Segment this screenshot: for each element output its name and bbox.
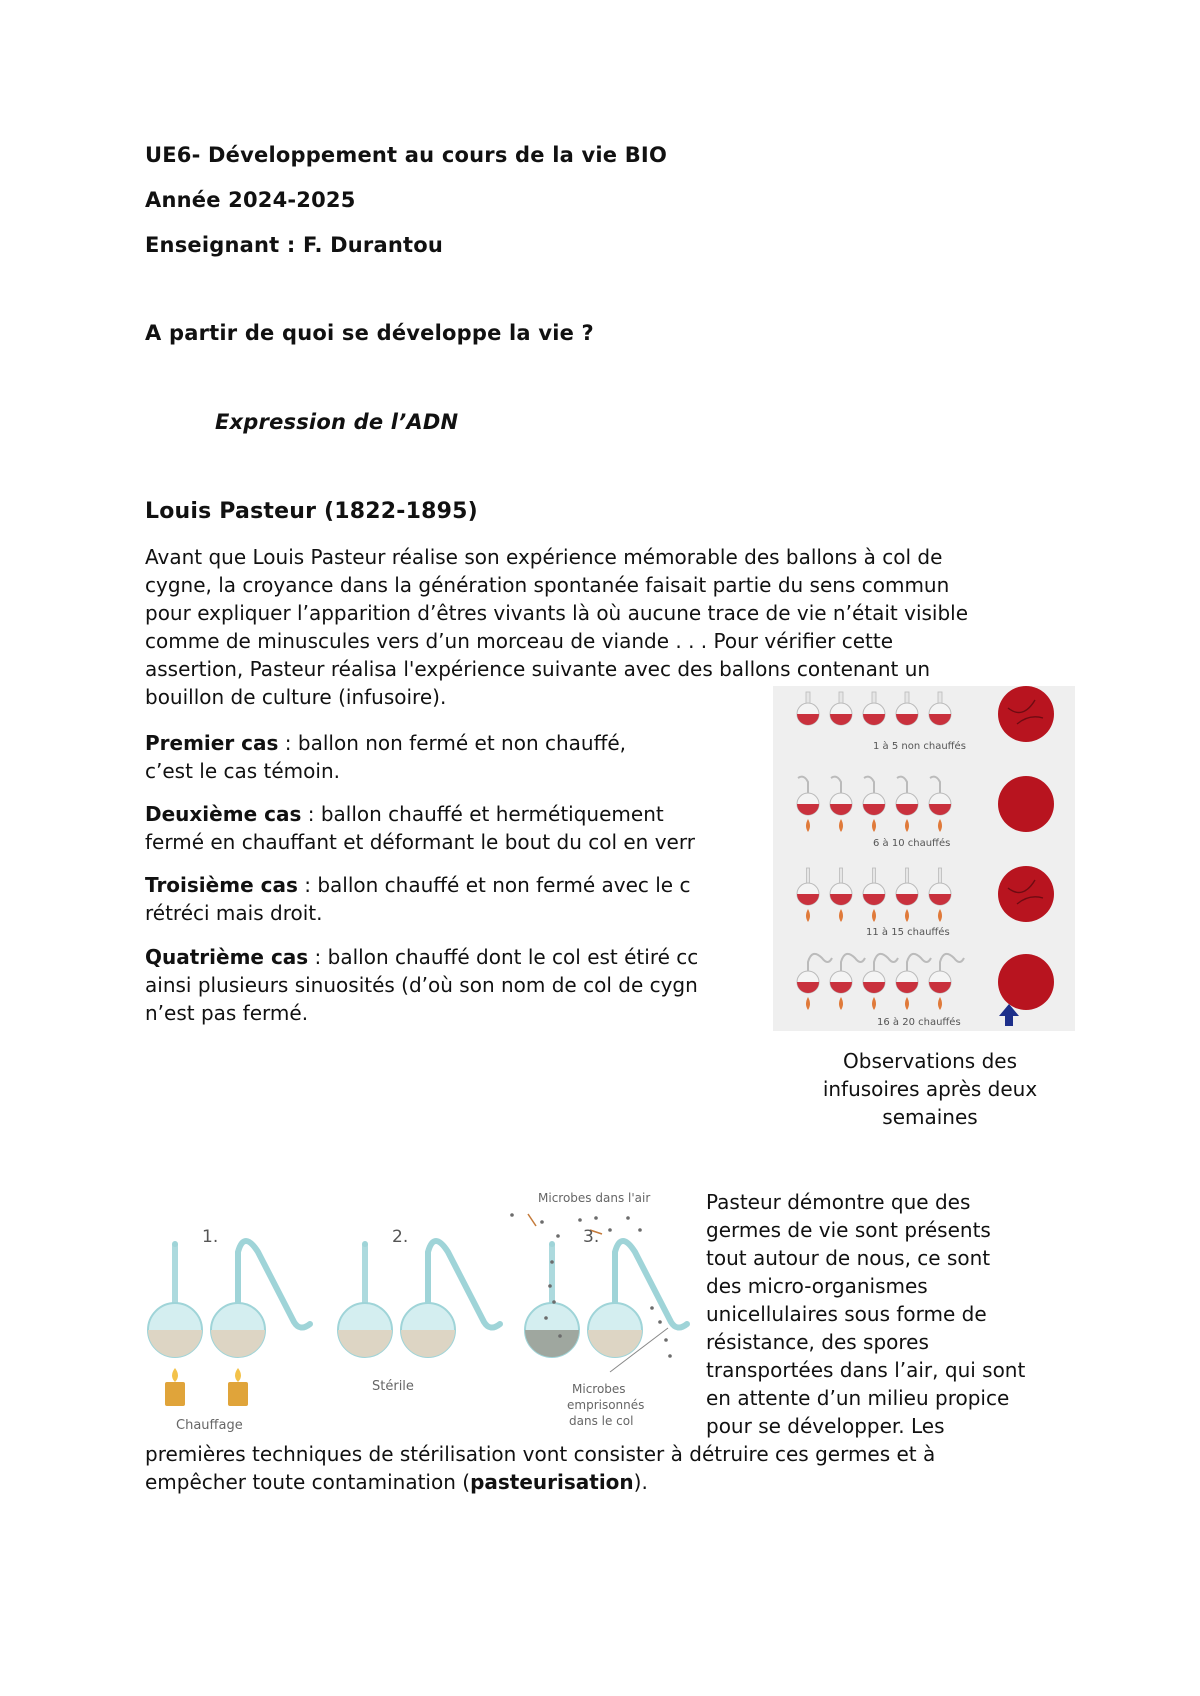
microbe-dot: [578, 1218, 582, 1222]
caption-line: semaines: [882, 1105, 978, 1129]
arrow-icon: [528, 1214, 536, 1226]
case-text: rétréci mais droit.: [145, 901, 323, 925]
flask-broth: [401, 1330, 455, 1357]
trapped-microbes-label: emprisonnés: [567, 1398, 645, 1412]
case-1: [145, 729, 760, 785]
microbe-dot: [544, 1316, 548, 1320]
case-text: : ballon non fermé et non chauffé,: [278, 731, 627, 755]
microbe-dot: [664, 1338, 668, 1342]
case-4: [145, 943, 760, 1027]
conclusion-line: Pasteur démontre que des: [706, 1190, 971, 1214]
case-text: n’est pas fermé.: [145, 1001, 309, 1025]
flame-icon: [172, 1368, 178, 1382]
conclusion-line: unicellulaires sous forme de: [706, 1302, 987, 1326]
row-label: 1 à 5 non chauffés: [873, 741, 966, 752]
microbe-dot: [548, 1284, 552, 1288]
case-label: Quatrième cas: [145, 945, 309, 969]
conclusion-text: ).: [633, 1470, 648, 1494]
microbe-dot: [552, 1300, 556, 1304]
case-text: fermé en chauffant et déformant le bout du col en verr: [145, 830, 695, 854]
flask-neck: [172, 1244, 178, 1306]
intro-line: comme de minuscules vers d’un morceau de viande . . . Pour vérifier cette: [145, 629, 894, 653]
academic-year: Année 2024-2025: [145, 188, 356, 212]
main-question: A partir de quoi se développe la vie ?: [145, 321, 594, 345]
case-text: : ballon chauffé dont le col est étiré cc: [308, 945, 699, 969]
row-label: 6 à 10 chauffés: [873, 838, 951, 849]
section-title: Louis Pasteur (1822-1895): [145, 499, 478, 524]
flask-neck-top: [549, 1241, 555, 1247]
conclusion-full-text: [145, 1440, 1075, 1496]
teacher-name: Enseignant : F. Durantou: [145, 233, 444, 257]
sterile-label: Stérile: [372, 1379, 414, 1394]
intro-line: bouillon de culture (infusoire).: [145, 685, 447, 709]
subtitle: Expression de l’ADN: [215, 410, 459, 434]
microbe-dot: [594, 1216, 598, 1220]
caption-line: infusoires après deux: [822, 1077, 1038, 1101]
flask-neck: [549, 1244, 555, 1306]
conclusion-line: des micro-organismes: [706, 1274, 928, 1298]
case-text: : ballon chauffé et hermétiquement: [301, 802, 664, 826]
case-label: Premier cas: [145, 731, 279, 755]
row-label: 11 à 15 chauffés: [866, 927, 950, 938]
pasteur-experiment-diagram: [140, 1190, 700, 1442]
case-text: c’est le cas témoin.: [145, 759, 340, 783]
conclusion-line: transportées dans l’air, qui sont: [706, 1358, 1026, 1382]
trapped-microbes-label: Microbes: [572, 1382, 626, 1396]
flask-broth: [211, 1330, 265, 1357]
flask-neck-top: [172, 1241, 178, 1247]
air-microbes-label: Microbes dans l'air: [538, 1191, 651, 1205]
conclusion-line: en attente d’un milieu propice: [706, 1386, 1010, 1410]
microbe-dot: [626, 1216, 630, 1220]
step-label: 1.: [202, 1227, 219, 1247]
flask-neck: [362, 1244, 368, 1306]
microbe-dot: [556, 1234, 560, 1238]
flask-broth: [588, 1330, 642, 1357]
microbe-dot: [658, 1320, 662, 1324]
microbe-dot: [540, 1220, 544, 1224]
pasteurisation-term: pasteurisation: [470, 1470, 634, 1494]
case-label: Troisième cas: [145, 873, 298, 897]
petri-dish: [998, 866, 1054, 922]
intro-line: cygne, la croyance dans la génération spontanée faisait partie du sens commun: [145, 573, 950, 597]
figure1-caption: [780, 1047, 1080, 1131]
microbe-dot: [668, 1354, 672, 1358]
flask-broth: [525, 1330, 579, 1357]
conclusion-side-text: [706, 1188, 1076, 1440]
conclusion-line: germes de vie sont présents: [706, 1218, 991, 1242]
trapped-microbes-label: dans le col: [569, 1414, 634, 1428]
petri-dish: [998, 776, 1054, 832]
conclusion-line: résistance, des spores: [706, 1330, 929, 1354]
caption-line: Observations des: [843, 1049, 1017, 1073]
conclusion-text: empêcher toute contamination (: [145, 1470, 471, 1494]
flame-icon: [235, 1368, 241, 1382]
case-2: [145, 800, 760, 856]
conclusion-line: pour se développer. Les: [706, 1414, 945, 1438]
microbe-dot: [608, 1228, 612, 1232]
burner-icon: [165, 1382, 185, 1406]
conclusion-line: premières techniques de stérilisation vont consister à détruire ces germes et à: [145, 1442, 936, 1466]
flask-neck-top: [362, 1241, 368, 1247]
case-text: : ballon chauffé et non fermé avec le c: [297, 873, 691, 897]
microbe-dot: [550, 1260, 554, 1264]
conclusion-line: [145, 1468, 1075, 1496]
microbe-dot: [510, 1213, 514, 1217]
case-text: ainsi plusieurs sinuosités (d’où son nom de col de cygn: [145, 973, 698, 997]
step-label: 2.: [392, 1227, 409, 1247]
intro-line: Avant que Louis Pasteur réalise son expérience mémorable des ballons à col de: [145, 545, 943, 569]
row-label: 16 à 20 chauffés: [877, 1017, 961, 1028]
microbe-dot: [558, 1334, 562, 1338]
petri-dish: [998, 686, 1054, 742]
conclusion-line: tout autour de nous, ce sont: [706, 1246, 991, 1270]
intro-line: assertion, Pasteur réalisa l'expérience suivante avec des ballons contenant un: [145, 657, 931, 681]
microbe-dot: [650, 1306, 654, 1310]
flask-broth: [148, 1330, 202, 1357]
step-label: 3.: [583, 1227, 600, 1247]
microbe-dot: [638, 1228, 642, 1232]
petri-dish: [998, 954, 1054, 1010]
case-label: Deuxième cas: [145, 802, 302, 826]
course-title: UE6- Développement au cours de la vie BIO: [145, 143, 668, 167]
flask-broth: [338, 1330, 392, 1357]
heating-label: Chauffage: [176, 1418, 243, 1433]
burner-icon: [228, 1382, 248, 1406]
intro-line: pour expliquer l’apparition d’êtres vivants là où aucune trace de vie n’était visible: [145, 601, 969, 625]
case-3: [145, 871, 760, 927]
flask-observations-figure: [773, 686, 1075, 1031]
